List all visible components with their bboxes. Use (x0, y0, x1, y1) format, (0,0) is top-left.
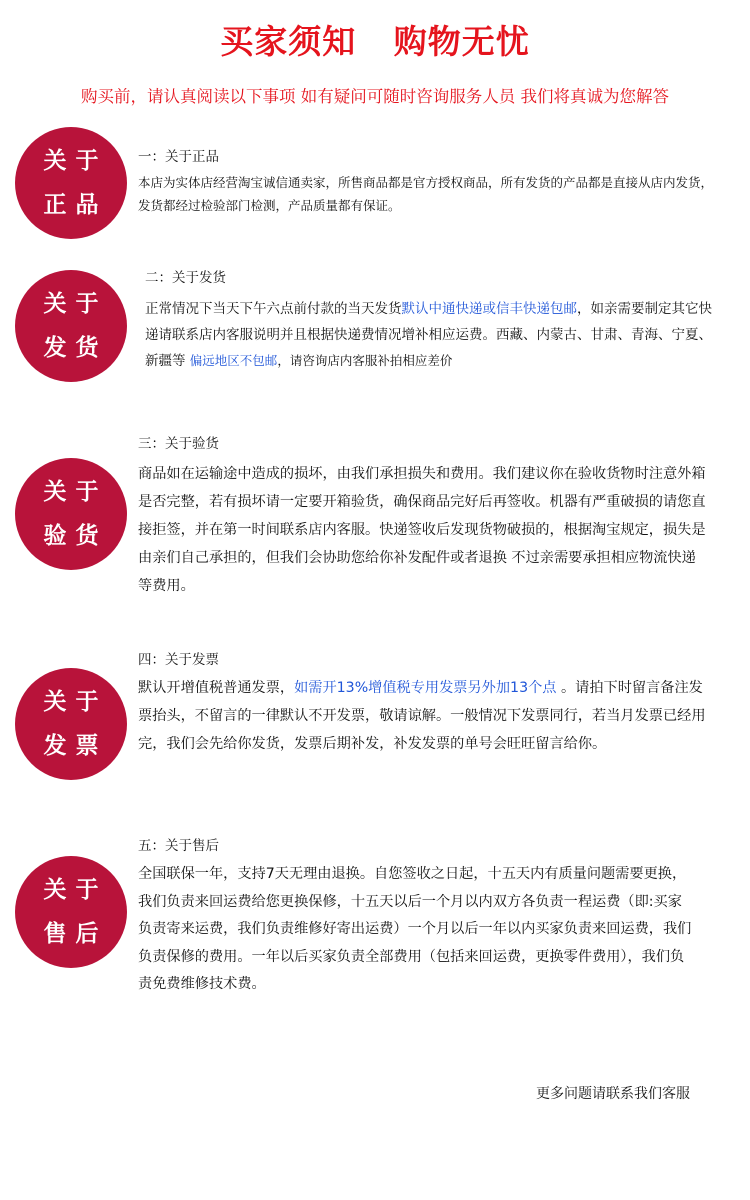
section-badge-authentic (15, 127, 127, 239)
section-heading: 一：关于正品 (138, 149, 219, 165)
page-title: 买家须知 购物无忧 (220, 22, 530, 61)
badge-line-1: 关于 (43, 689, 108, 715)
section-body-text: 正常情况下当天下午六点前付款的当天发货 (145, 301, 402, 317)
section-badge-after-sales (15, 856, 127, 968)
badge-line-1: 关于 (43, 291, 108, 317)
badge-line-2: 验货 (43, 523, 108, 549)
section-badge-invoice (15, 668, 127, 780)
section-badge-shipping (15, 270, 127, 382)
section-authentic (0, 125, 750, 245)
badge-line-2: 售后 (43, 921, 108, 947)
section-shipping (0, 262, 750, 392)
section-body-text: 。请拍下时留言备注发票抬头，不留言的一律默认不开发票，敬请谅解。一般情况下发票同行，若当月发票已经用完，我们会先给你发货，发票后期补发，补发发票的单号会旺旺留言给你。 (138, 680, 706, 752)
page-subtitle: 购买前，请认真阅读以下事项 如有疑问可随时咨询服务人员 我们将真诚为您解答 (81, 87, 669, 106)
section-body-text: ，请咨询店内客服补拍相应差价 (277, 353, 453, 368)
section-body-text: 默认开增值税普通发票， (138, 680, 295, 696)
badge-line-1: 关于 (43, 877, 108, 903)
badge-line-2: 发票 (43, 733, 108, 759)
section-body-text: ，如亲需要制定其它快递请联系店内客服说明并且根据快递费情况增补相应运费。西藏、内蒙古、甘肃、青海、宁夏、新疆等 (145, 301, 712, 369)
section-heading: 五：关于售后 (138, 838, 219, 854)
section-body (138, 674, 713, 758)
section-body-text: 商品如在运输途中造成的损坏，由我们承担损失和费用。我们建议你在验收货物时注意外箱是否完整，若有损坏请一定要开箱验货，确保商品完好后再签收。机器有严重破损的请您直接拒签，并在第一时间联系店内客服。快递签收后发现货物破损的，根据淘宝规定，损失是由亲们自己承担的，但我们会协助您给你补发配件或者退换 不过亲需要承担相应物流快递等费用。 (138, 466, 706, 594)
footer-contact-note: 更多问题请联系我们客服 (536, 1086, 690, 1102)
badge-line-2: 正品 (43, 192, 108, 218)
section-body-text: 全国联保一年，支持7天无理由退换。自您签收之日起，十五天内有质量问题需要更换，我们负责来回运费给您更换保修，十五天以后一个月以内双方各负责一程运费（即:买家负责寄来运费，我们负责维修好寄出运费）一个月以后一年以内买家负责来回运费，我们负责保修的费用。一年以后买家负责全部费用（包括来回运费，更换零件费用），我们负责免费维修技术费。 (138, 866, 692, 992)
section-badge-inspection (15, 458, 127, 570)
section-inspection (0, 430, 750, 600)
section-invoice (0, 646, 750, 796)
section-body (138, 171, 713, 217)
badge-line-2: 发货 (43, 335, 108, 361)
section-body (138, 460, 708, 600)
section-after-sales (0, 832, 750, 1012)
section-body-text: 本店为实体店经营淘宝诚信通卖家，所售商品都是官方授权商品，所有发货的产品都是直接从店内发货，发货都经过检验部门检测，产品质量都有保证。 (138, 175, 714, 213)
remote-area-highlight: 偏远地区不包邮 (189, 353, 278, 368)
free-shipping-highlight: 默认中通快递或信丰快递包邮 (401, 301, 577, 317)
section-heading: 二：关于发货 (145, 270, 226, 286)
section-body (145, 296, 715, 374)
vat-invoice-highlight: 如需开13%增值税专用发票另外加13个点 (294, 680, 557, 696)
badge-line-1: 关于 (43, 479, 108, 505)
section-heading: 三：关于验货 (138, 436, 219, 452)
badge-line-1: 关于 (43, 148, 108, 174)
section-body (138, 861, 693, 999)
section-heading: 四：关于发票 (138, 652, 219, 668)
